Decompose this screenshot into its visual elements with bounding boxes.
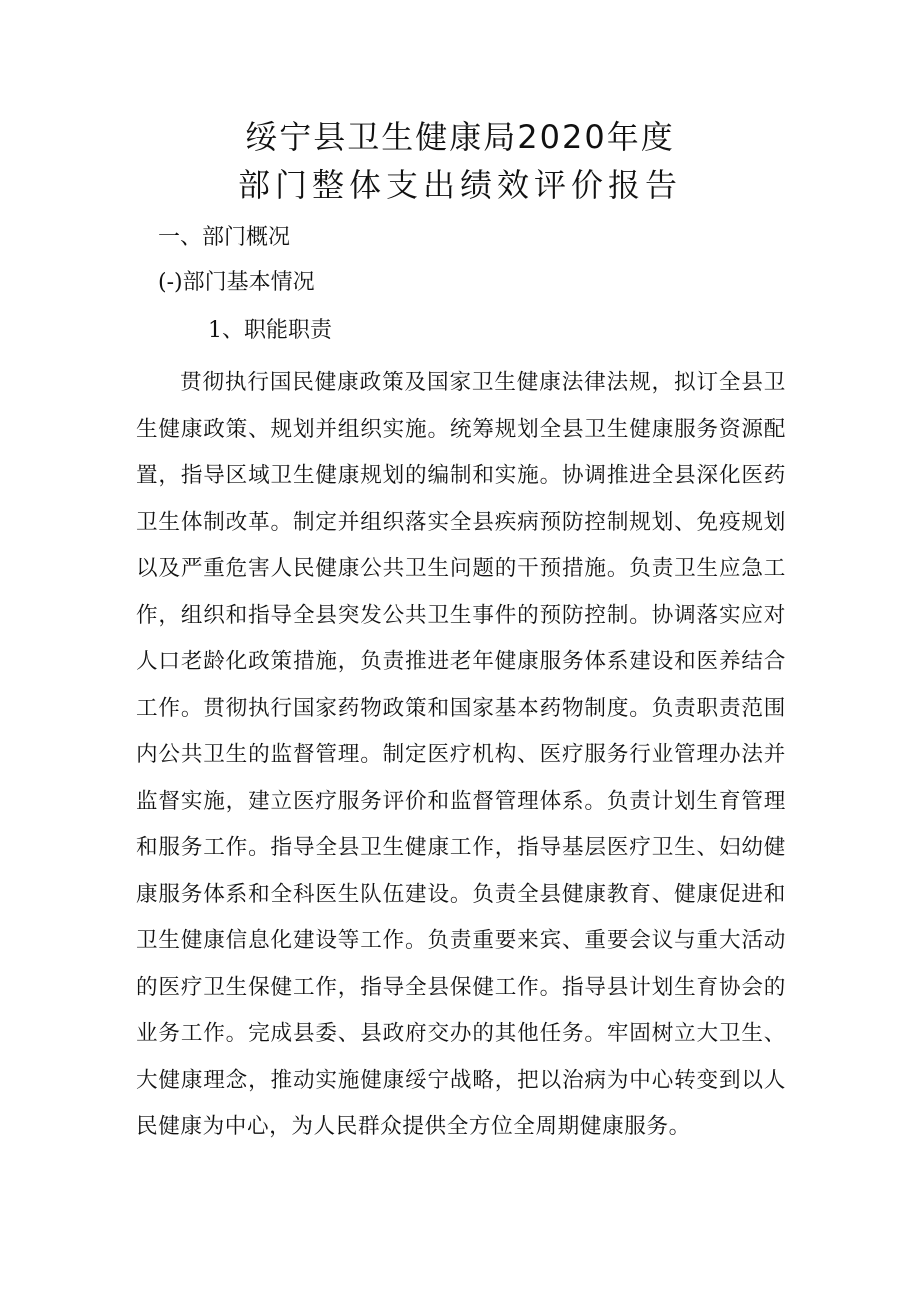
- subsection-heading-basic-info: (-)部门基本情况: [158, 270, 315, 295]
- functions-paragraph: 贯彻执行国民健康政策及国家卫生健康法律法规，拟订全县卫生健康政策、规划并组织实施。统筹规划全县卫生健康服务资源配置，指导区域卫生健康规划的编制和实施。协调推进全县深化医药卫生体制改革。制定并组织落实全县疾病预防控制规划、免疫规划以及严重危害人民健康公共卫生问题的干预措施。负责卫生应急工作，组织和指导全县突发公共卫生事件的预防控制。协调落实应对人口老龄化政策措施，负责推进老年健康服务体系建设和医养结合工作。贯彻执行国家药物政策和国家基本药物制度。负责职责范围内公共卫生的监督管理。制定医疗机构、医疗服务行业管理办法并监督实施，建立医疗服务评价和监督管理体系。负责计划生育管理和服务工作。指导全县卫生健康工作，指导基层医疗卫生、妇幼健康服务体系和全科医生队伍建设。负责全县健康教育、健康促进和卫生健康信息化建设等工作。负责重要来宾、重要会议与重大活动的医疗卫生保健工作，指导全县保健工作。指导县计划生育协会的业务工作。完成县委、县政府交办的其他任务。牢固树立大卫生、大健康理念，推动实施健康绥宁战略，把以治病为中心转变到以人民健康为中心，为人民群众提供全方位全周期健康服务。: [136, 370, 786, 1139]
- item-heading-functions: 1、职能职责: [208, 318, 332, 343]
- section-heading-overview: 一、部门概况: [158, 225, 291, 250]
- report-title-line2: 部门整体支出绩效评价报告: [237, 166, 682, 204]
- report-title-line1: 绥宁县卫生健康局2020年度: [245, 118, 675, 156]
